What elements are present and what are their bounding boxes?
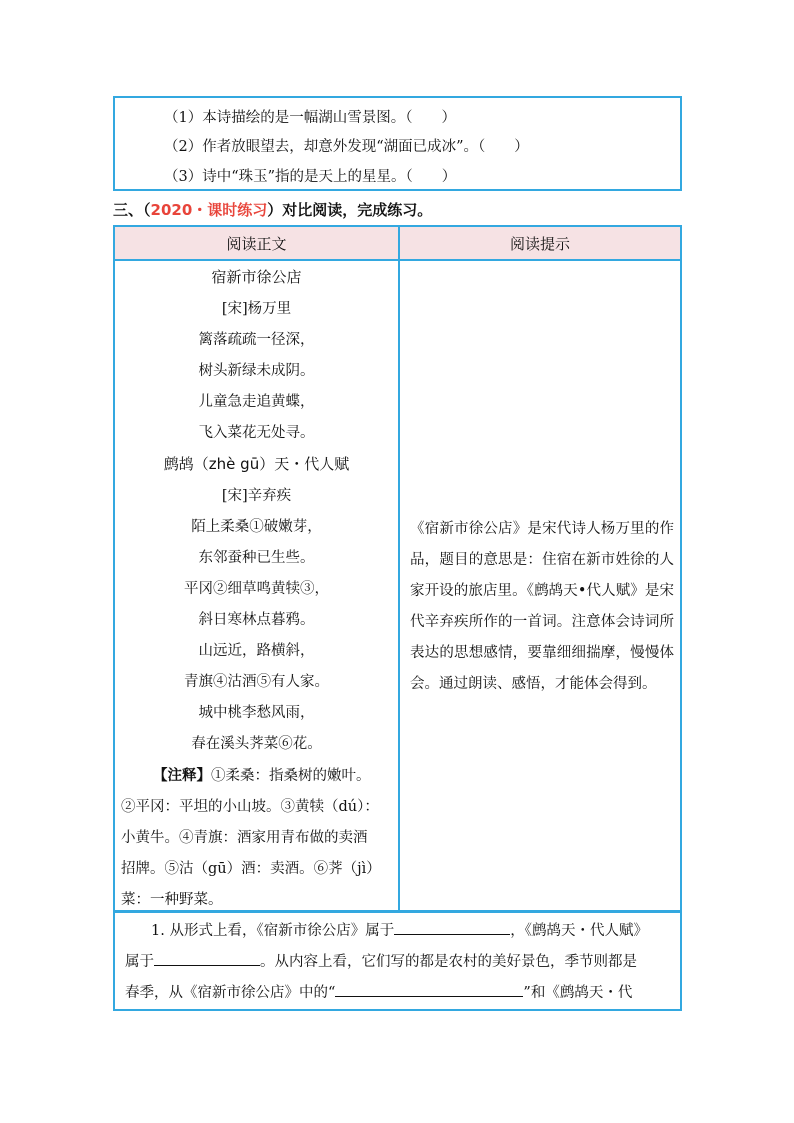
poem1-line: 树头新绿未成阴。 xyxy=(198,363,315,379)
poem1-title: 宿新市徐公店 xyxy=(211,268,302,286)
poem1-line: 儿童急走追黄蝶， xyxy=(198,394,315,410)
true-false-box xyxy=(113,96,682,191)
answer-blank[interactable] xyxy=(394,920,510,935)
notes-line: 小黄牛。④青旗：酒家用青布做的卖酒 xyxy=(121,830,368,846)
notes-line: 菜：一种野菜。 xyxy=(121,892,223,908)
section-source: 2020・课时练习 xyxy=(150,201,268,219)
question-text: 属于 xyxy=(125,954,154,970)
question-line-1 xyxy=(151,919,648,940)
question-line-2 xyxy=(125,950,637,971)
question-line-3 xyxy=(125,981,632,1002)
answer-blank[interactable] xyxy=(335,982,523,997)
poem2-title: 鹧鸪（zhè gū）天・代人赋 xyxy=(163,455,350,473)
poem2-author: [宋]辛弃疾 xyxy=(221,488,292,504)
poem2-line: 春在溪头荠菜⑥花。 xyxy=(191,736,322,752)
section-prefix: 三、（ xyxy=(113,201,151,219)
poem2-line: 东邻蚕种已生些。 xyxy=(198,550,315,566)
notes-text: ①柔桑：指桑树的嫩叶。 xyxy=(211,768,371,784)
section-heading xyxy=(113,199,432,220)
notes-first-line xyxy=(153,764,371,785)
hint-cell xyxy=(400,259,680,911)
section-suffix: ）对比阅读，完成练习。 xyxy=(267,201,433,219)
notes-line: ②平冈：平坦的小山坡。③黄犊（dú）： xyxy=(121,799,379,815)
question-text: 1. 从形式上看，《宿新市徐公店》属于 xyxy=(151,923,395,939)
poem2-line: 城中桃李愁风雨， xyxy=(198,705,315,721)
notes-line: 招牌。⑤沽（gū）酒：卖酒。⑥荠（jì） xyxy=(121,861,381,877)
poem2-line: 青旗④沽酒⑤有人家。 xyxy=(184,674,329,690)
poem2-line: 平冈②细草鸣黄犊③， xyxy=(184,581,329,597)
tf-item-2: （2）作者放眼望去，却意外发现“湖面已成冰”。（ ） xyxy=(164,139,529,155)
question-text: ”和《鹧鸪天・代 xyxy=(523,985,633,1001)
question-text: ，《鹧鸪天・代人赋》 xyxy=(510,923,648,939)
poem2-line: 山远近，路横斜， xyxy=(198,643,315,659)
question-text: 春季，从《宿新市徐公店》中的“ xyxy=(125,985,336,1001)
poem1-line: 篱落疏疏一径深， xyxy=(198,332,315,348)
tf-item-3: （3）诗中“珠玉”指的是天上的星星。（ ） xyxy=(164,169,457,185)
notes-label: 【注释】 xyxy=(153,768,211,784)
poem1-line: 飞入菜花无处寻。 xyxy=(198,425,315,441)
question-box xyxy=(113,910,682,1011)
header-reading-hint: 阅读提示 xyxy=(400,227,680,261)
question-text: 。从内容上看，它们写的都是农村的美好景色，季节则都是 xyxy=(260,954,637,970)
hint-text: 《宿新市徐公店》是宋代诗人杨万里的作品，题目的意思是：住宿在新市姓徐的人家开设的旅店里。《鹧鸪天•代人赋》是宋代辛弃疾所作的一首词。注意体会诗词所表达的思想感情，要靠细细揣摩，慢慢体会。通过朗读、感悟，才能体会得到。 xyxy=(410,521,674,692)
answer-blank[interactable] xyxy=(154,951,260,966)
poem2-line: 陌上柔桑①破嫩芽， xyxy=(191,519,322,535)
header-reading-text: 阅读正文 xyxy=(115,227,398,261)
poem2-line: 斜日寒林点暮鸦。 xyxy=(198,612,315,628)
poem1-author: [宋]杨万里 xyxy=(221,301,292,317)
reading-table xyxy=(113,225,682,913)
tf-item-1: （1）本诗描绘的是一幅湖山雪景图。（ ） xyxy=(164,110,456,126)
